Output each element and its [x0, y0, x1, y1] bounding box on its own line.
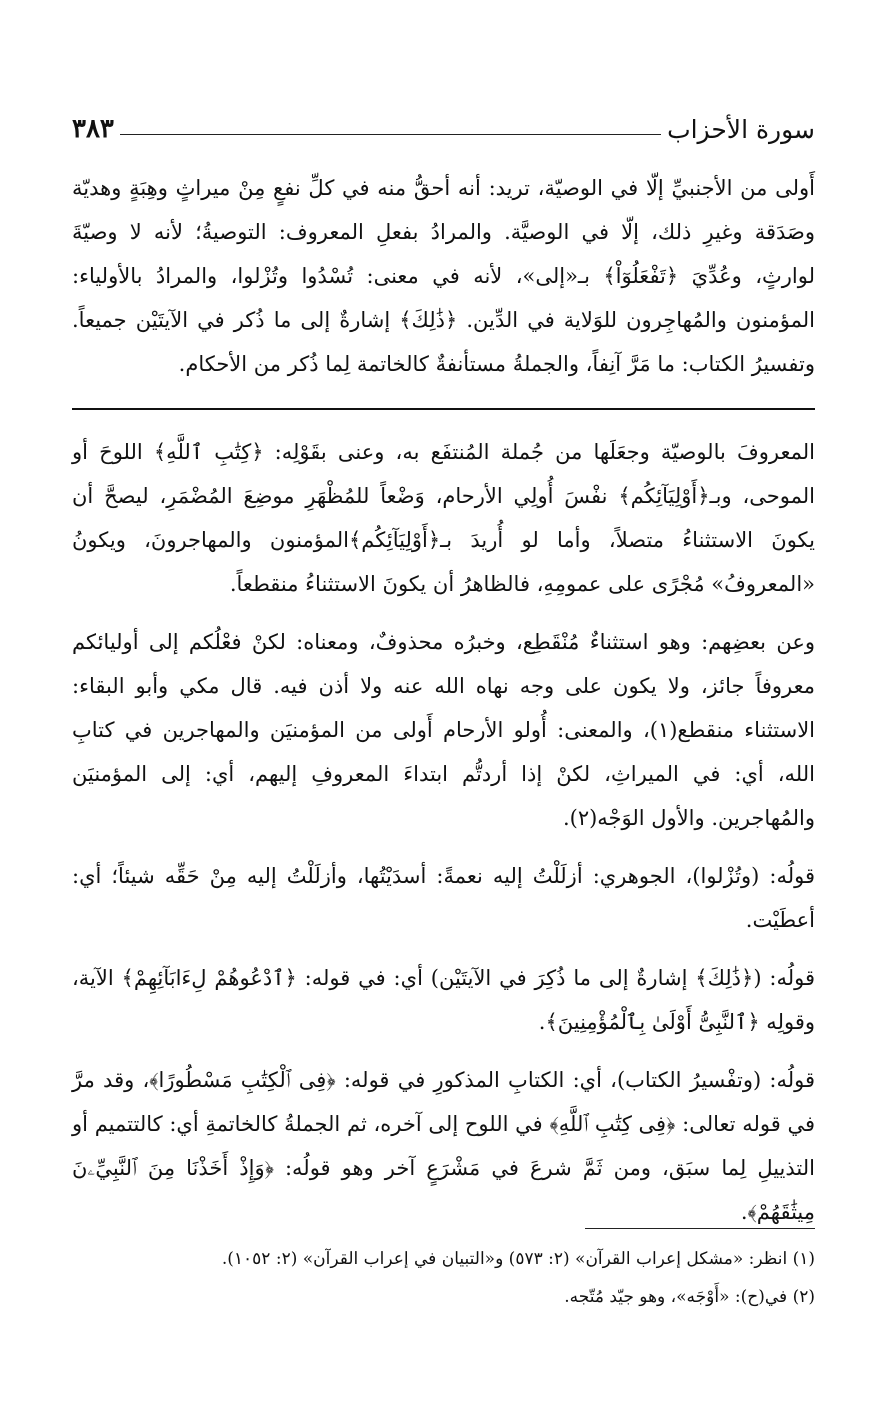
- commentary-paragraph: قولُه: (وتُزْلوا)، الجوهري: أزلَلْتُ إليه نعمةً: أسدَيْتُها، وأزلَلْتُ إليه مِنْ حَقِّه شيئاً؛ أي: أعطَيْت.: [72, 864, 815, 932]
- header-rule: [120, 134, 661, 135]
- commentary-paragraph: المعروفَ بالوصيّة وجعَلَها من جُملة المُنتفَع به، وعنى بقَوْلِه: ﴿كِتَٰبِ ٱللَّهِ﴾ اللوحَ أو الموحى، وبـ﴿أَوْلِيَآئِكُم﴾ نفْسَ أُولِي الأرحام، وَضْعاً للمُظْهَرِ موضِعَ المُضْمَرِ، ليصحَّ أن يكونَ الاستثناءُ متصلاً، وأما لو أُريدَ بـ﴿أَوْلِيَآئِكُم﴾المؤمنون والمهاجرونَ، ويكونُ «المعروفُ» مُجْرًى على عمومِهِ، فالظاهرُ أن يكونَ الاستثناءُ منقطعاً.: [72, 440, 815, 596]
- page-number: ٣٨٣: [72, 114, 114, 144]
- footnote: (٢) في(ح): «أَوْجَه»، وهو جيّد مُتّجه.: [564, 1287, 815, 1307]
- commentary-paragraph: قولُه: (﴿ذَٰلِكَ﴾ إشارةٌ إلى ما ذُكِرَ في الآيتَيْن) أي: في قوله: ﴿ٱدْعُوهُمْ لِءَابَآئِهِمْ﴾ الآية، وقولِه ﴿ٱلنَّبِىُّ أَوْلَىٰ بِٱلْمُؤْمِنِينَ﴾.: [72, 966, 815, 1034]
- footnotes: [72, 1240, 815, 1316]
- main-text-divider: [72, 408, 815, 410]
- surah-title: سورة الأحزاب: [667, 115, 815, 144]
- commentary: [72, 430, 815, 1248]
- footnote: (١) انظر: «مشكل إعراب القرآن» (٢: ٥٧٣) و«التبيان في إعراب القرآن» (٢: ١٠٥٢).: [221, 1249, 815, 1269]
- commentary-paragraph: وعن بعضِهم: وهو استثناءٌ مُنْقَطِع، وخبرُه محذوفٌ، ومعناه: لكنْ فعْلُكم إلى أوليائكم معروفاً جائز، ولا يكون على وجه نهاه الله عنه ولا أذن فيه. قال مكي وأبو البقاء: الاستثناء منقطع(١)، والمعنى: أُولو الأرحام أَولى من المؤمنيَن والمهاجرين في كتابِ الله، أي: في الميراثِ، لكنْ إذا أردتُّم ابتداءَ المعروفِ إليهم، أي: إلى المؤمنيَن والمُهاجرين. والأول الوَجْه(٢).: [72, 630, 815, 830]
- footnote-divider: [585, 1228, 815, 1229]
- page-header: [72, 108, 815, 144]
- main-text: أَولى من الأجنبيِّ إلّا في الوصيّة، تريد: أنه أحقُّ منه في كلِّ نفعٍ مِنْ ميراثٍ وهِبَةٍ وهديّة وصَدَقة وغيرِ ذلك، إلّا في الوصيَّة. والمرادُ بفعلِ المعروف: التوصيةُ؛ لأنه لا وصيّةَ لوارثٍ، وعُدِّيَ ﴿تَفْعَلُوٓاْ﴾ بـ«إلى»، لأنه في معنى: تُسْدُوا وتُزْلوا، والمرادُ بالأولياء: المؤمنون والمُهاجِرون للوَلاية في الدِّين. ﴿ذَٰلِكَ﴾ إشارةٌ إلى ما ذُكر في الآيتَيْن جميعاً. وتفسيرُ الكتاب: ما مَرَّ آنِفاً، والجملةُ مستأنفةٌ كالخاتمة لِما ذُكر من الأحكام.: [72, 176, 815, 376]
- commentary-paragraph: قولُه: (وتفْسيرُ الكتاب)، أي: الكتابِ المذكورِ في قوله: ﴿فِى ٱلْكِتَٰبِ مَسْطُورًا﴾، وقد مرَّ في قوله تعالى: ﴿فِى كِتَٰبِ ٱللَّهِ﴾ في اللوح إلى آخره، ثم الجملةُ كالخاتمةِ أي: كالتتميم أو التذييلِ لِما سبَق، ومن ثَمَّ شرعَ في مَشْرَعٍ آخر وهو قولُه: ﴿وَإِذْ أَخَذْنَا مِنَ ٱلنَّبِيِّۦنَ مِيثَٰقَهُمْ﴾.: [72, 1068, 815, 1224]
